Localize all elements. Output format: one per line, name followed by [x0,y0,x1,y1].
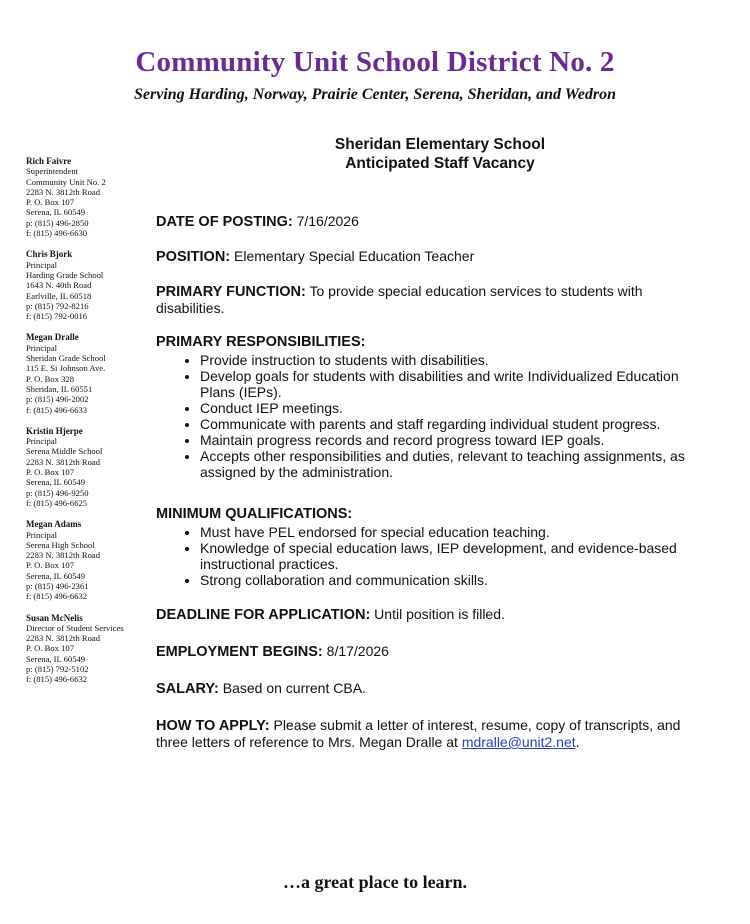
contact-line: Serena Middle School [26,446,103,457]
contact-line: p: (815) 792-8216 [26,300,89,311]
contact-line: f: (815) 496-6630 [26,228,88,239]
contact-name: Kristin Hjerpe [26,425,83,436]
date-of-posting [156,213,704,230]
footer-tagline: …a great place to learn. [282,872,468,892]
contact-line: Superintendent [26,166,79,177]
contact-line: P. O. Box 107 [26,560,74,571]
responsibilities-list [156,352,704,480]
posting-header [176,135,704,173]
date-value: 7/16/2026 [296,213,359,229]
deadline-label: DEADLINE FOR APPLICATION: [156,607,371,623]
contact-line: 1643 N. 40th Road [26,280,92,291]
contact-line: Serena, IL 60549 [26,570,86,581]
contact-line: P. O. Box 107 [26,643,74,654]
salary-label: SALARY: [156,681,219,697]
district-subtitle: Serving Harding, Norway, Prairie Center, Serena, Sheridan, and Wedron [134,86,616,103]
contact-line: 2283 N. 3812th Road [26,186,100,197]
contact-line: Director of Student Services [26,622,124,633]
contact-line: P. O. Box 328 [26,373,74,384]
contact-name: Rich Faivre [26,156,72,166]
list-item: • Communicate with parents and staff regarding individual student progress. [200,416,704,432]
contact-line: Principal [26,436,58,447]
list-item: • Knowledge of special education laws, IEP development, and evidence-based instructional practices. [200,540,704,572]
contact-line: p: (815) 496-2002 [26,394,89,405]
contact-block [26,249,150,321]
date-label: DATE OF POSTING: [156,214,293,230]
function-value: To provide special education services to students with disabilities. [156,283,643,316]
begins-value: 8/17/2026 [326,643,389,659]
position [156,248,704,265]
contact-block [26,613,150,685]
contact-line: Sheridan Grade School [26,353,106,364]
contact-line: 2283 N. 3812th Road [26,456,100,467]
contact-line: Community Unit No. 2 [26,176,106,187]
contact-name: Susan McNelis [26,612,83,623]
primary-function [156,283,704,316]
contact-name: Megan Dralle [26,332,79,343]
deadline [156,606,704,623]
contact-line: Principal [26,259,58,270]
begins-label: EMPLOYMENT BEGINS: [156,644,323,660]
contact-line: Principal [26,342,58,353]
contact-block [26,519,150,601]
apply-email-link[interactable]: mdralle@unit2.net [461,734,576,750]
contact-line: 115 E. Si Johnson Ave. [26,363,106,374]
function-label: PRIMARY FUNCTION: [156,284,306,300]
qualifications-list [156,524,704,588]
contact-line: Serena High School [26,539,95,550]
apply-end: . [575,734,580,750]
deadline-value: Until position is filled. [374,606,505,622]
contact-line: Principal [26,529,58,540]
list-item: • Strong collaboration and communication skills. [200,572,704,588]
contact-line: f: (815) 496-6633 [26,404,88,415]
primary-responsibilities [156,334,704,480]
contact-line: Earlville, IL 60518 [26,290,92,301]
apply-text: Please submit a letter of interest, resume, copy of transcripts, and three letters of reference to Mrs. Megan Dralle at [156,717,681,750]
salary-value: Based on current CBA. [222,680,366,696]
contact-line: Sheridan, IL 60551 [26,383,93,394]
contact-line: f: (815) 792-0016 [26,311,88,322]
contact-line: f: (815) 496-6632 [26,674,88,685]
list-item: • Conduct IEP meetings. [200,400,704,416]
contact-line: 2283 N. 3812th Road [26,633,100,644]
contact-block [26,156,150,238]
contact-line: p: (815) 496-9250 [26,487,89,498]
qualifications-label: MINIMUM QUALIFICATIONS: [156,506,353,522]
employment-begins [156,643,704,660]
staff-directory-sidebar [26,156,150,696]
contact-name: Megan Adams [26,519,82,530]
contact-line: f: (815) 496-6632 [26,591,88,602]
district-title: Community Unit School District No. 2 [135,46,615,78]
contact-line: Serena, IL 60549 [26,207,86,218]
contact-line: 2283 N. 3812th Road [26,550,100,561]
position-label: POSITION: [156,249,231,265]
salary [156,680,704,697]
posting-heading: Anticipated Staff Vacancy [345,155,535,172]
contact-line: P. O. Box 107 [26,197,74,208]
school-name: Sheridan Elementary School [334,136,546,153]
responsibilities-label: PRIMARY RESPONSIBILITIES: [156,334,366,350]
contact-line: Serena, IL 60549 [26,653,86,664]
contact-block [26,426,150,508]
contact-line: p: (815) 496-2850 [26,217,89,228]
minimum-qualifications [156,506,704,588]
contact-line: P. O. Box 107 [26,467,74,478]
list-item: • Must have PEL endorsed for special education teaching. [200,524,704,540]
contact-line: Serena, IL 60549 [26,477,86,488]
list-item: • Maintain progress records and record progress toward IEP goals. [200,432,704,448]
contact-line: f: (815) 496-6625 [26,497,88,508]
contact-line: p: (815) 496-2361 [26,580,89,591]
list-item: • Develop goals for students with disabilities and write Individualized Education Plans (IEPs). [200,368,704,400]
list-item: • Accepts other responsibilities and duties, relevant to teaching assignments, as assigned by the administration. [200,448,704,480]
contact-line: p: (815) 792-5102 [26,664,89,675]
position-value: Elementary Special Education Teacher [234,248,475,264]
contact-block [26,332,150,414]
contact-line: Harding Grade School [26,269,104,280]
how-to-apply [156,717,704,750]
contact-name: Chris Bjork [26,249,73,260]
apply-label: HOW TO APPLY: [156,718,270,734]
vacancy-posting [156,135,704,768]
list-item: • Provide instruction to students with disabilities. [200,352,704,368]
